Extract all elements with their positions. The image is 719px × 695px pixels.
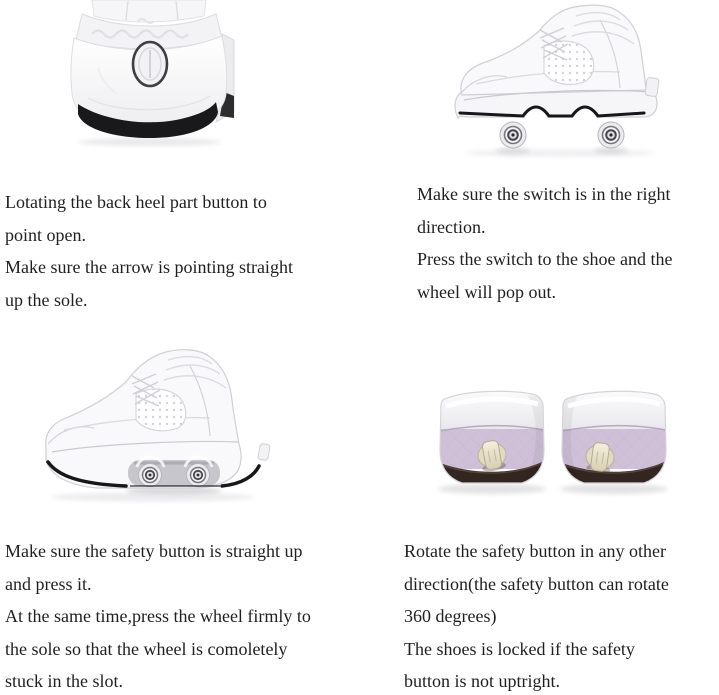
ground-shadow	[438, 484, 546, 494]
rear-wheel	[598, 122, 624, 148]
front-wheel	[500, 122, 526, 148]
instruction-line: and press it.	[5, 573, 92, 594]
front-wheel	[139, 464, 162, 487]
instruction-line: direction.	[417, 216, 486, 237]
instruction-line: Make sure the switch is in the right	[417, 184, 671, 204]
heel-release-button	[133, 42, 167, 86]
shoe-wheels-out-photo	[448, 0, 663, 160]
instruction-line: point open.	[5, 224, 86, 245]
caption-lock-safety-button	[404, 535, 669, 695]
instruction-line: Make sure the arrow is pointing straight	[5, 257, 293, 277]
heel-pair-illustration	[432, 383, 672, 498]
heel-kick-tab	[645, 77, 659, 96]
instruction-line: Make sure the safety button is straight up	[5, 541, 303, 561]
instruction-line: Rotate the safety button in any other	[404, 541, 666, 561]
instruction-line: direction(the safety button can rotate	[404, 573, 669, 594]
wheels-out-illustration	[448, 0, 663, 160]
shoe-wheels-retracted-photo	[38, 344, 273, 506]
heel-kick-tab	[258, 443, 271, 460]
heel-close-up-illustration	[58, 0, 236, 148]
left-heel	[432, 383, 552, 485]
wheels-retracted-illustration	[38, 344, 273, 506]
heel-release-button-photo	[58, 0, 236, 148]
heel-pair-safety-buttons-photo	[432, 383, 672, 498]
instruction-line: 360 degrees)	[404, 606, 497, 626]
rear-wheel	[187, 464, 210, 487]
instruction-line: Lotating the back heel part button to	[5, 192, 267, 212]
instruction-line: up the sole.	[5, 289, 88, 310]
caption-press-wheel-in	[5, 535, 311, 695]
instruction-line: button is not uptright.	[404, 671, 561, 691]
instruction-line: wheel will pop out.	[417, 281, 556, 302]
instruction-line: At the same time,press the wheel firmly to	[5, 606, 311, 626]
caption-open-heel-button	[5, 186, 293, 316]
caption-switch-direction	[417, 178, 672, 308]
right-heel	[554, 383, 672, 485]
instruction-line: Press the switch to the shoe and the	[417, 249, 673, 269]
instruction-line: the sole so that the wheel is comoletely	[5, 638, 288, 659]
instruction-line: The shoes is locked if the safety	[404, 638, 635, 659]
instruction-line: stuck in the slot.	[5, 671, 123, 691]
ground-shadow	[78, 138, 222, 146]
shoe-upper-strip	[92, 0, 206, 22]
